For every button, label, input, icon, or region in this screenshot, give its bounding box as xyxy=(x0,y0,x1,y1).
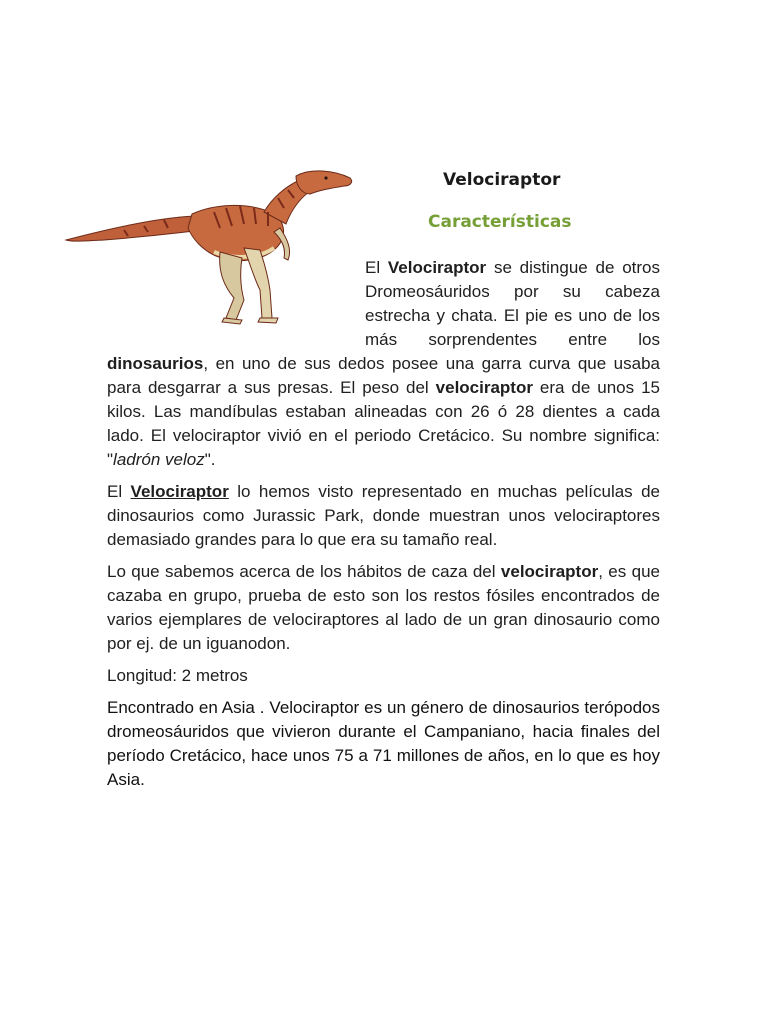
term-dinosaurios: dinosaurios xyxy=(107,354,204,373)
article-body xyxy=(107,256,660,800)
term-velociraptor-2: velociraptor xyxy=(435,378,533,397)
length-line: Longitud: 2 metros xyxy=(107,666,248,685)
head xyxy=(296,171,352,194)
section-heading: Características xyxy=(428,212,572,232)
term-velociraptor-3: velociraptor xyxy=(500,562,599,581)
term-velociraptor-underlined: Velociraptor xyxy=(130,482,229,501)
term-velociraptor: Velociraptor xyxy=(387,258,487,277)
paragraph-5: Encontrado en Asia . Velociraptor es un género de dinosaurios terópodos dromeosáuridos que vivieron durante el Campaniano, hacia finales del período Cretácico, hace unos 75 a 71 millones de años, en lo que es hoy Asia. xyxy=(107,698,661,789)
paragraph-1: El Velociraptor se distingue de otros Dromeosáuridos por su cabeza estrecha y chata. El pie es uno de los más sorprendentes entre los dinosaurios, en uno de sus dedos posee una garra curva que usaba para desgarrar a sus presas. El peso del velociraptor era de unos 15 kilos. Las mandíbulas estaban alineadas con 26 ó 28 dientes a cada lado. El velociraptor vivió en el periodo Cretácico. Su nombre significa: "ladrón veloz". xyxy=(107,258,660,469)
image-wrap-spacer xyxy=(107,256,365,352)
page-title: Velociraptor xyxy=(443,170,561,190)
paragraph-2: El Velociraptor lo hemos visto representado en muchas películas de dinosaurios como Jurassic Park, donde muestran unos velociraptores demasiado grandes para lo que era su tamaño real. xyxy=(107,482,660,549)
meaning-italic: ladrón veloz xyxy=(113,450,205,469)
paragraph-3: Lo que sabemos acerca de los hábitos de caza del velociraptor, es que cazaba en grupo, prueba de esto son los restos fósiles encontrados de varios ejemplares de velociraptores al lado de un gran dinosaurio como por ej. de un iguanodon. xyxy=(107,562,660,653)
